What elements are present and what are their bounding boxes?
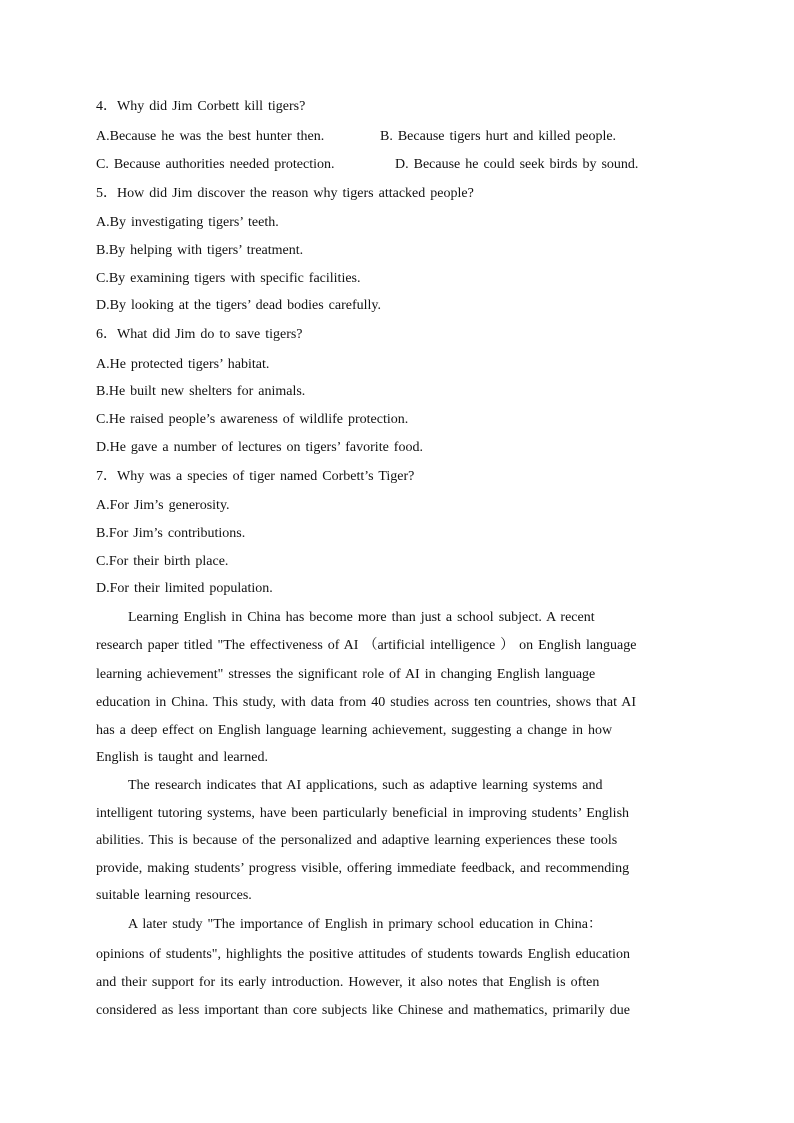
- question-stem: 7．Why was a species of tiger named Corbett’s Tiger?: [96, 469, 415, 484]
- passage-line: Learning English in China has become more than just a school subject. A recent: [128, 610, 595, 625]
- passage-line: intelligent tutoring systems, have been particularly beneficial in improving students’ English: [96, 806, 630, 821]
- question-option: A.For Jim’s generosity.: [96, 498, 230, 513]
- passage-line: English is taught and learned.: [96, 750, 269, 765]
- passage-line: suitable learning resources.: [96, 888, 252, 903]
- question-option: A.He protected tigers’ habitat.: [96, 357, 270, 372]
- question-option: B.For Jim’s contributions.: [96, 526, 246, 541]
- passage-line: has a deep effect on English language learning achievement, suggesting a change in how: [96, 723, 613, 738]
- passage-line: provide, making students’ progress visible, offering immediate feedback, and recommending: [96, 861, 630, 876]
- passage-line: opinions of students", highlights the positive attitudes of students towards English education: [96, 947, 630, 962]
- question-option: A.Because he was the best hunter then.: [96, 129, 325, 144]
- question-option: B. Because tigers hurt and killed people.: [380, 129, 617, 144]
- question-option: C.For their birth place.: [96, 554, 229, 569]
- question-option: C.By examining tigers with specific facilities.: [96, 271, 361, 286]
- question-option: C.He raised people’s awareness of wildlife protection.: [96, 412, 409, 427]
- question-option: C. Because authorities needed protection.: [96, 157, 335, 172]
- question-stem: 4．Why did Jim Corbett kill tigers?: [96, 99, 306, 114]
- question-option: B.He built new shelters for animals.: [96, 384, 306, 399]
- question-stem: 5．How did Jim discover the reason why tigers attacked people?: [96, 186, 474, 201]
- passage-line: The research indicates that AI applications, such as adaptive learning systems and: [128, 778, 603, 793]
- question-option: D. Because he could seek birds by sound.: [395, 157, 639, 172]
- passage-line: learning achievement" stresses the significant role of AI in changing English language: [96, 667, 596, 682]
- passage-line: research paper titled "The effectiveness of AI （artificial intelligence ） on English language: [96, 638, 637, 653]
- passage-line: A later study "The importance of English in primary school education in China：: [128, 917, 602, 932]
- passage-line: considered as less important than core subjects like Chinese and mathematics, primarily due: [96, 1003, 630, 1018]
- passage-line: and their support for its early introduction. However, it also notes that English is often: [96, 975, 600, 990]
- question-stem: 6．What did Jim do to save tigers?: [96, 327, 303, 342]
- question-option: B.By helping with tigers’ treatment.: [96, 243, 304, 258]
- passage-line: education in China. This study, with data from 40 studies across ten countries, shows that AI: [96, 695, 637, 710]
- question-option: D.For their limited population.: [96, 581, 273, 596]
- passage-line: abilities. This is because of the personalized and adaptive learning experiences these tools: [96, 833, 618, 848]
- question-option: D.He gave a number of lectures on tigers’ favorite food.: [96, 440, 423, 455]
- question-option: D.By looking at the tigers’ dead bodies carefully.: [96, 298, 381, 313]
- question-option: A.By investigating tigers’ teeth.: [96, 215, 279, 230]
